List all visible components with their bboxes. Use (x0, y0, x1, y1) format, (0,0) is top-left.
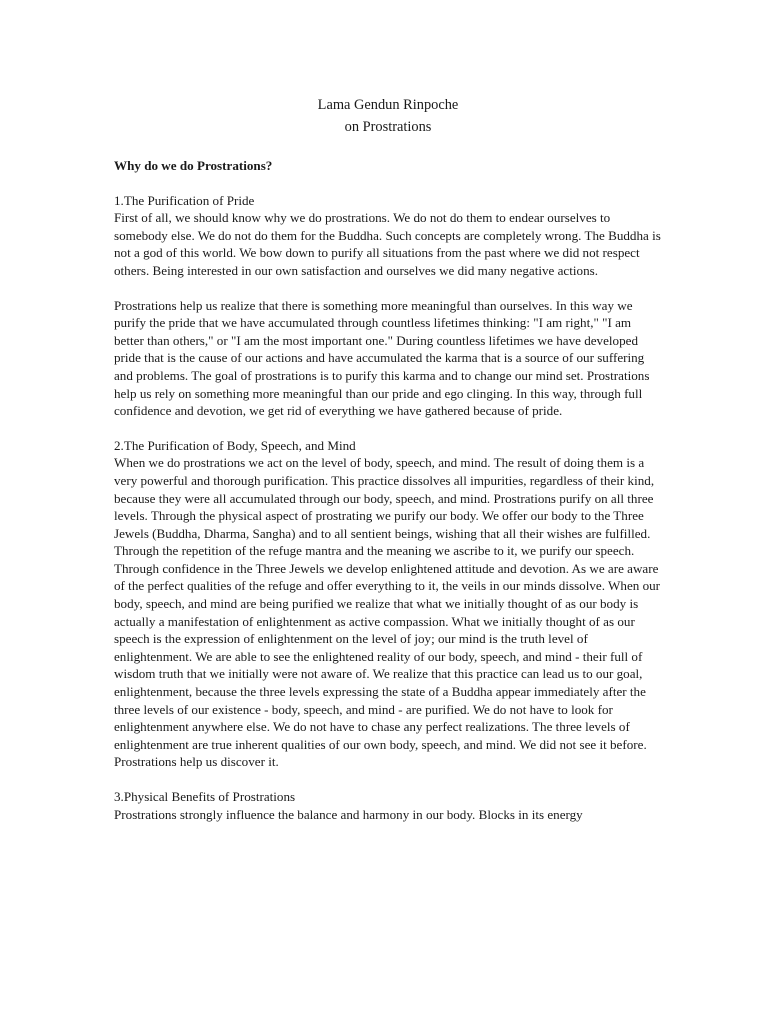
section-heading: 1.The Purification of Pride (114, 192, 255, 208)
section-paragraph: First of all, we should know why we do prostrations. We do not do them to endear ourselves to somebody else. We do not do them for the Buddha. Such concepts are completely wrong. The Buddha is not a god of this world. We bow down to purify all situations from the past where we did not respect others. Being interested in our own satisfaction and ourselves we did many negative actions. (114, 210, 661, 278)
section-physical-benefits (114, 788, 662, 823)
section-purification-of-pride (114, 192, 662, 280)
section-paragraph: Prostrations help us realize that there is something more meaningful than ourselves. In this way we purify the pride that we have accumulated through countless lifetimes thinking: "I am right," "I am better than others," or "I am the most important one." During countless lifetimes we have developed pride that is the cause of our actions and have accumulated the karma that is a source of our suffering and problems. The goal of prostrations is to purify this karma and to change our mind set. Prostrations help us rely on something more meaningful than our pride and ego clinging. In this way, through full confidence and devotion, we get rid of everything we have gathered because of pride. (114, 297, 650, 419)
document-page (114, 94, 662, 840)
section-purification-of-pride-continued (114, 297, 662, 420)
section-question-heading: Why do we do Prostrations? (114, 158, 273, 173)
section-purification-body-speech-mind (114, 437, 662, 771)
section-paragraph: Prostrations strongly influence the balance and harmony in our body. Blocks in its energy (114, 806, 583, 822)
title-line-author: Lama Gendun Rinpoche (317, 97, 459, 113)
section-heading: 2.The Purification of Body, Speech, and Mind (114, 437, 356, 453)
title-line-topic: on Prostrations (344, 119, 432, 135)
section-paragraph: When we do prostrations we act on the level of body, speech, and mind. The result of doing them is a very powerful and thorough purification. This practice dissolves all impurities, regardless of their kind, because they were all accumulated through our body, speech, and mind. Prostrations purify on all three levels. Through the physical aspect of prostrating we purify our body. We offer our body to the Three Jewels (Buddha, Dharma, Sangha) and to all sentient beings, wishing that all their wishes are fulfilled. Through the repetition of the refuge mantra and the meaning we ascribe to it, we purify our speech. Through confidence in the Three Jewels we develop enlightened attitude and devotion. As we are aware of the perfect qualities of the refuge and offer everything to it, the veils in our minds dissolve. When our body, speech, and mind are being purified we realize that what we initially thought of as our body is actually a manifestation of enlightenment as active compassion. What we initially thought of as our speech is the expression of enlightenment on the level of joy; our mind is the truth level of enlightenment. We are able to see the enlightened reality of our body, speech, and mind - their full of wisdom truth that we initially were not aware of. We realize that this practice can lead us to our goal, enlightenment, because the three levels expressing the state of a Buddha appear immediately after the three levels of our existence - body, speech, and mind - are purified. We do not have to look for enlightenment anywhere else. We do not have to chase any perfect realizations. The three levels of enlightenment are true inherent qualities of our own body, speech, and mind. We did not see it before. Prostrations help us discover it. (114, 455, 661, 770)
document-title (114, 94, 662, 138)
section-heading: 3.Physical Benefits of Prostrations (114, 789, 296, 804)
